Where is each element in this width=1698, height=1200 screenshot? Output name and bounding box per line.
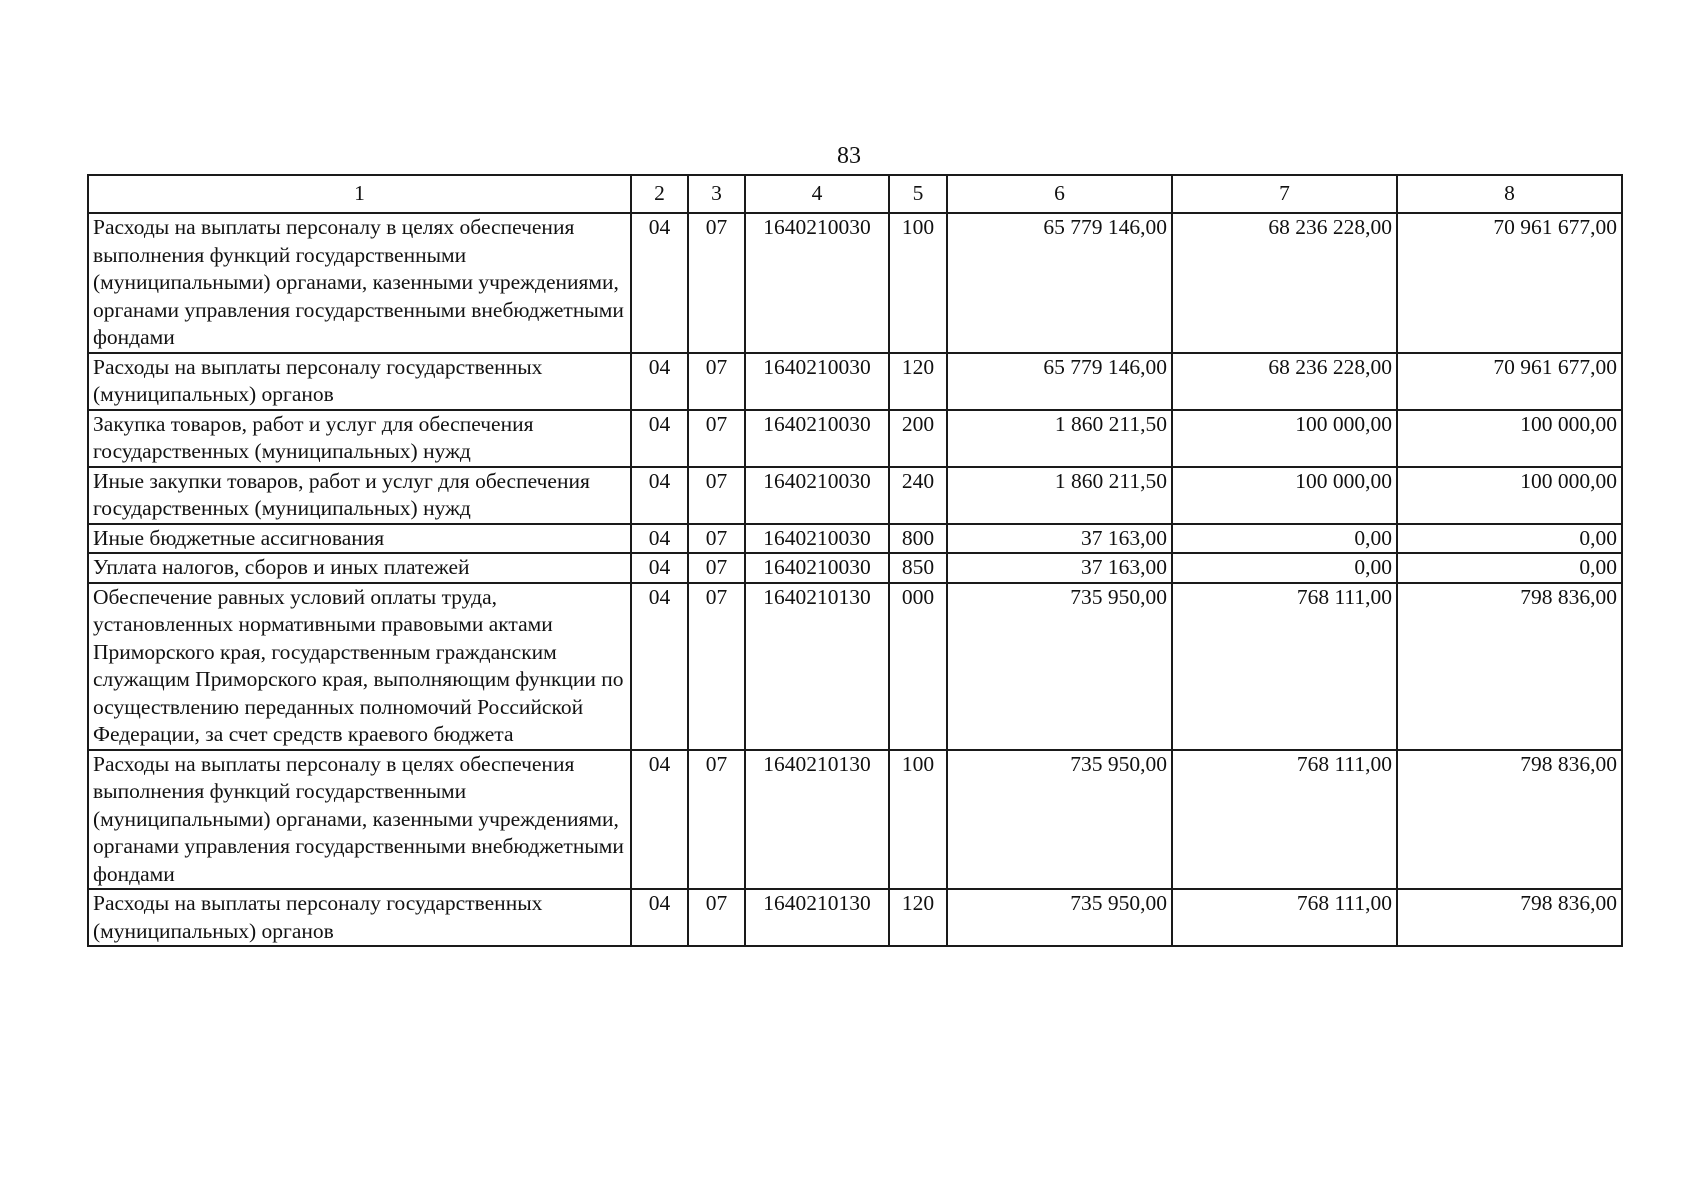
amount-col-8: 0,00 <box>1397 553 1622 583</box>
budget-table <box>87 174 1623 947</box>
column-header: 8 <box>1397 175 1622 213</box>
expense-name: Иные бюджетные ассигнования <box>88 524 631 554</box>
expense-name: Расходы на выплаты персоналу в целях обеспечения выполнения функций государственными (муниципальными) органами, казенными учреждениями, органами управления государственными внебюджетными фондами <box>88 213 631 353</box>
subsection-code: 07 <box>688 553 745 583</box>
expense-type-code: 800 <box>889 524 947 554</box>
target-article-code: 1640210030 <box>745 353 889 410</box>
amount-col-7: 100 000,00 <box>1172 467 1397 524</box>
section-code: 04 <box>631 553 688 583</box>
expense-type-code: 000 <box>889 583 947 750</box>
expense-name: Уплата налогов, сборов и иных платежей <box>88 553 631 583</box>
amount-col-7: 68 236 228,00 <box>1172 353 1397 410</box>
table-row <box>88 467 1622 524</box>
target-article-code: 1640210030 <box>745 467 889 524</box>
expense-type-code: 120 <box>889 889 947 946</box>
section-code: 04 <box>631 583 688 750</box>
section-code: 04 <box>631 750 688 890</box>
page-number: 83 <box>837 143 861 169</box>
expense-type-code: 100 <box>889 750 947 890</box>
subsection-code: 07 <box>688 353 745 410</box>
amount-col-6: 1 860 211,50 <box>947 467 1172 524</box>
table-row <box>88 889 1622 946</box>
table-row <box>88 750 1622 890</box>
target-article-code: 1640210030 <box>745 213 889 353</box>
amount-col-6: 735 950,00 <box>947 583 1172 750</box>
table-row <box>88 410 1622 467</box>
amount-col-6: 65 779 146,00 <box>947 353 1172 410</box>
column-header: 1 <box>88 175 631 213</box>
expense-name: Закупка товаров, работ и услуг для обеспечения государственных (муниципальных) нужд <box>88 410 631 467</box>
amount-col-8: 100 000,00 <box>1397 467 1622 524</box>
section-code: 04 <box>631 524 688 554</box>
target-article-code: 1640210130 <box>745 583 889 750</box>
subsection-code: 07 <box>688 410 745 467</box>
subsection-code: 07 <box>688 213 745 353</box>
table-row <box>88 583 1622 750</box>
amount-col-6: 37 163,00 <box>947 553 1172 583</box>
amount-col-6: 65 779 146,00 <box>947 213 1172 353</box>
target-article-code: 1640210130 <box>745 889 889 946</box>
amount-col-8: 0,00 <box>1397 524 1622 554</box>
target-article-code: 1640210030 <box>745 553 889 583</box>
column-header: 7 <box>1172 175 1397 213</box>
amount-col-8: 70 961 677,00 <box>1397 353 1622 410</box>
amount-col-8: 798 836,00 <box>1397 583 1622 750</box>
amount-col-7: 0,00 <box>1172 524 1397 554</box>
amount-col-6: 735 950,00 <box>947 889 1172 946</box>
expense-name: Иные закупки товаров, работ и услуг для обеспечения государственных (муниципальных) нужд <box>88 467 631 524</box>
section-code: 04 <box>631 353 688 410</box>
amount-col-6: 735 950,00 <box>947 750 1172 890</box>
amount-col-8: 798 836,00 <box>1397 750 1622 890</box>
target-article-code: 1640210030 <box>745 524 889 554</box>
column-header: 6 <box>947 175 1172 213</box>
table-row <box>88 353 1622 410</box>
header-row <box>88 175 1622 213</box>
column-header: 4 <box>745 175 889 213</box>
subsection-code: 07 <box>688 750 745 890</box>
section-code: 04 <box>631 213 688 353</box>
amount-col-6: 1 860 211,50 <box>947 410 1172 467</box>
amount-col-7: 0,00 <box>1172 553 1397 583</box>
expense-name: Обеспечение равных условий оплаты труда, установленных нормативными правовыми актами Приморского края, государственным гражданским служащим Приморского края, выполняющим функции по осуществлению переданных полномочий Российской Федерации, за счет средств краевого бюджета <box>88 583 631 750</box>
column-header: 5 <box>889 175 947 213</box>
amount-col-6: 37 163,00 <box>947 524 1172 554</box>
subsection-code: 07 <box>688 583 745 750</box>
amount-col-7: 68 236 228,00 <box>1172 213 1397 353</box>
subsection-code: 07 <box>688 889 745 946</box>
expense-name: Расходы на выплаты персоналу в целях обеспечения выполнения функций государственными (муниципальными) органами, казенными учреждениями, органами управления государственными внебюджетными фондами <box>88 750 631 890</box>
expense-type-code: 240 <box>889 467 947 524</box>
subsection-code: 07 <box>688 467 745 524</box>
expense-type-code: 200 <box>889 410 947 467</box>
amount-col-8: 100 000,00 <box>1397 410 1622 467</box>
amount-col-7: 768 111,00 <box>1172 583 1397 750</box>
section-code: 04 <box>631 467 688 524</box>
amount-col-7: 100 000,00 <box>1172 410 1397 467</box>
table-row <box>88 213 1622 353</box>
target-article-code: 1640210030 <box>745 410 889 467</box>
column-header: 3 <box>688 175 745 213</box>
expense-name: Расходы на выплаты персоналу государственных (муниципальных) органов <box>88 889 631 946</box>
expense-type-code: 850 <box>889 553 947 583</box>
expense-type-code: 120 <box>889 353 947 410</box>
subsection-code: 07 <box>688 524 745 554</box>
amount-col-8: 798 836,00 <box>1397 889 1622 946</box>
table-row <box>88 553 1622 583</box>
amount-col-7: 768 111,00 <box>1172 889 1397 946</box>
expense-name: Расходы на выплаты персоналу государственных (муниципальных) органов <box>88 353 631 410</box>
table-row <box>88 524 1622 554</box>
section-code: 04 <box>631 410 688 467</box>
amount-col-8: 70 961 677,00 <box>1397 213 1622 353</box>
section-code: 04 <box>631 889 688 946</box>
amount-col-7: 768 111,00 <box>1172 750 1397 890</box>
column-header: 2 <box>631 175 688 213</box>
expense-type-code: 100 <box>889 213 947 353</box>
target-article-code: 1640210130 <box>745 750 889 890</box>
